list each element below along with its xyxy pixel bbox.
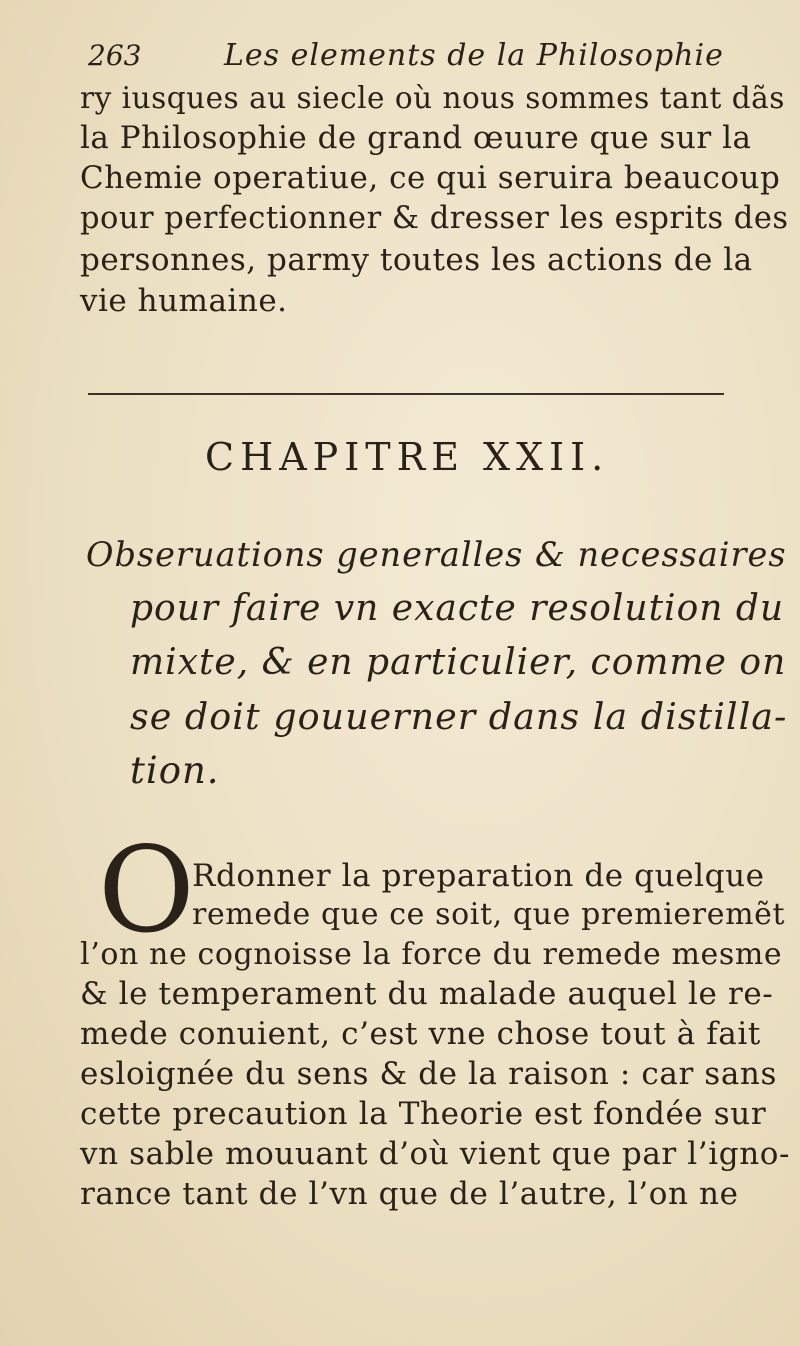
section-divider — [88, 393, 724, 395]
text-line: vn sable mouuant d’où vient que par l’igno- — [80, 1136, 791, 1172]
subtitle-line: pour faire vn exacte resolution du — [130, 588, 785, 629]
text-line: la Philosophie de grand œuure que sur la — [80, 120, 752, 156]
text-line: mede conuient, c’est vne chose tout à fait — [80, 1016, 761, 1052]
text-line: esloignée du sens & de la raison : car sans — [80, 1056, 777, 1092]
text-line: l’on ne cognoisse la force du remede mesme — [80, 937, 783, 972]
text-line: Rdonner la preparation de quelque — [192, 858, 765, 894]
text-line: Chemie operatiue, ce qui seruira beaucoup — [80, 160, 781, 196]
page-number: 263 — [88, 39, 142, 72]
text-line: pour perfectionner & dresser les esprits des — [80, 201, 789, 236]
running-title: Les elements de la Philosophie — [224, 38, 724, 73]
page-header — [88, 34, 768, 78]
drop-cap: O — [98, 821, 195, 959]
subtitle-line: Obseruations generalles & necessaires — [86, 535, 787, 574]
text-line: personnes, parmy toutes les actions de la — [80, 242, 753, 278]
text-line: remede que ce soit, que premieremẽt — [192, 897, 786, 932]
text-line: ry iusques au siecle où nous sommes tant dãs — [80, 81, 785, 115]
subtitle-line: se doit gouuerner dans la distilla- — [130, 695, 788, 738]
text-line: rance tant de l’vn que de l’autre, l’on ne — [80, 1176, 739, 1212]
subtitle-line: mixte, & en particulier, comme on — [130, 642, 787, 683]
text-line: vie humaine. — [80, 283, 288, 319]
text-line: & le temperament du malade auquel le re- — [80, 976, 774, 1012]
subtitle-line: tion. — [130, 749, 220, 792]
chapter-heading: CHAPITRE XXII. — [205, 435, 610, 479]
text-line: cette precaution la Theorie est fondée sur — [80, 1096, 767, 1132]
